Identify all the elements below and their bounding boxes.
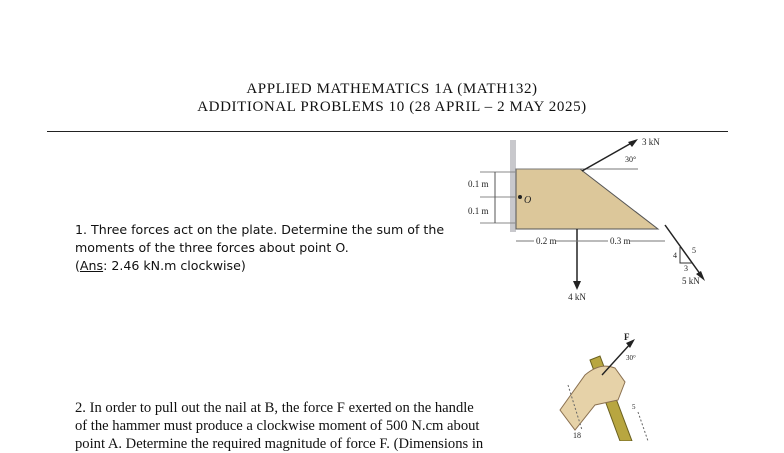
svg-text:0.3 m: 0.3 m — [610, 236, 631, 246]
problem1-line1: 1. Three forces act on the plate. Determine the sum of the — [75, 222, 445, 237]
problem2-line1: 2. In order to pull out the nail at B, the force F exerted on the handle — [75, 400, 474, 416]
hammer-figure — [540, 320, 680, 441]
svg-text:18: 18 — [573, 431, 581, 440]
svg-text:4: 4 — [673, 251, 677, 260]
svg-text:3: 3 — [684, 264, 688, 273]
doc-title: APPLIED MATHEMATICS 1A (MATH132) — [246, 81, 538, 97]
svg-text:30°: 30° — [625, 155, 637, 164]
svg-text:5: 5 — [692, 246, 696, 255]
svg-text:F: F — [624, 332, 630, 342]
problem2-line3: point A. Determine the required magnitude of force F. (Dimensions in — [75, 436, 484, 452]
svg-text:5: 5 — [632, 403, 636, 411]
svg-text:0.2 m: 0.2 m — [536, 236, 557, 246]
plate-figure — [460, 135, 720, 305]
divider — [47, 131, 728, 132]
svg-text:O: O — [524, 195, 532, 206]
svg-text:0.1 m: 0.1 m — [468, 179, 489, 189]
svg-text:30°: 30° — [626, 354, 636, 362]
svg-text:0.1 m: 0.1 m — [468, 206, 489, 216]
problem1-line2: moments of the three forces about point O. — [75, 240, 349, 255]
svg-text:5 kN: 5 kN — [682, 276, 700, 286]
problem2-line2: of the hammer must produce a clockwise moment of 500 N.cm about — [75, 418, 480, 434]
svg-text:4 kN: 4 kN — [568, 292, 586, 302]
doc-subtitle: ADDITIONAL PROBLEMS 10 (28 APRIL – 2 MAY 2025) — [197, 99, 587, 115]
problem1-answer: (Ans: 2.46 kN.m clockwise) — [75, 258, 246, 273]
svg-text:3 kN: 3 kN — [642, 137, 660, 147]
